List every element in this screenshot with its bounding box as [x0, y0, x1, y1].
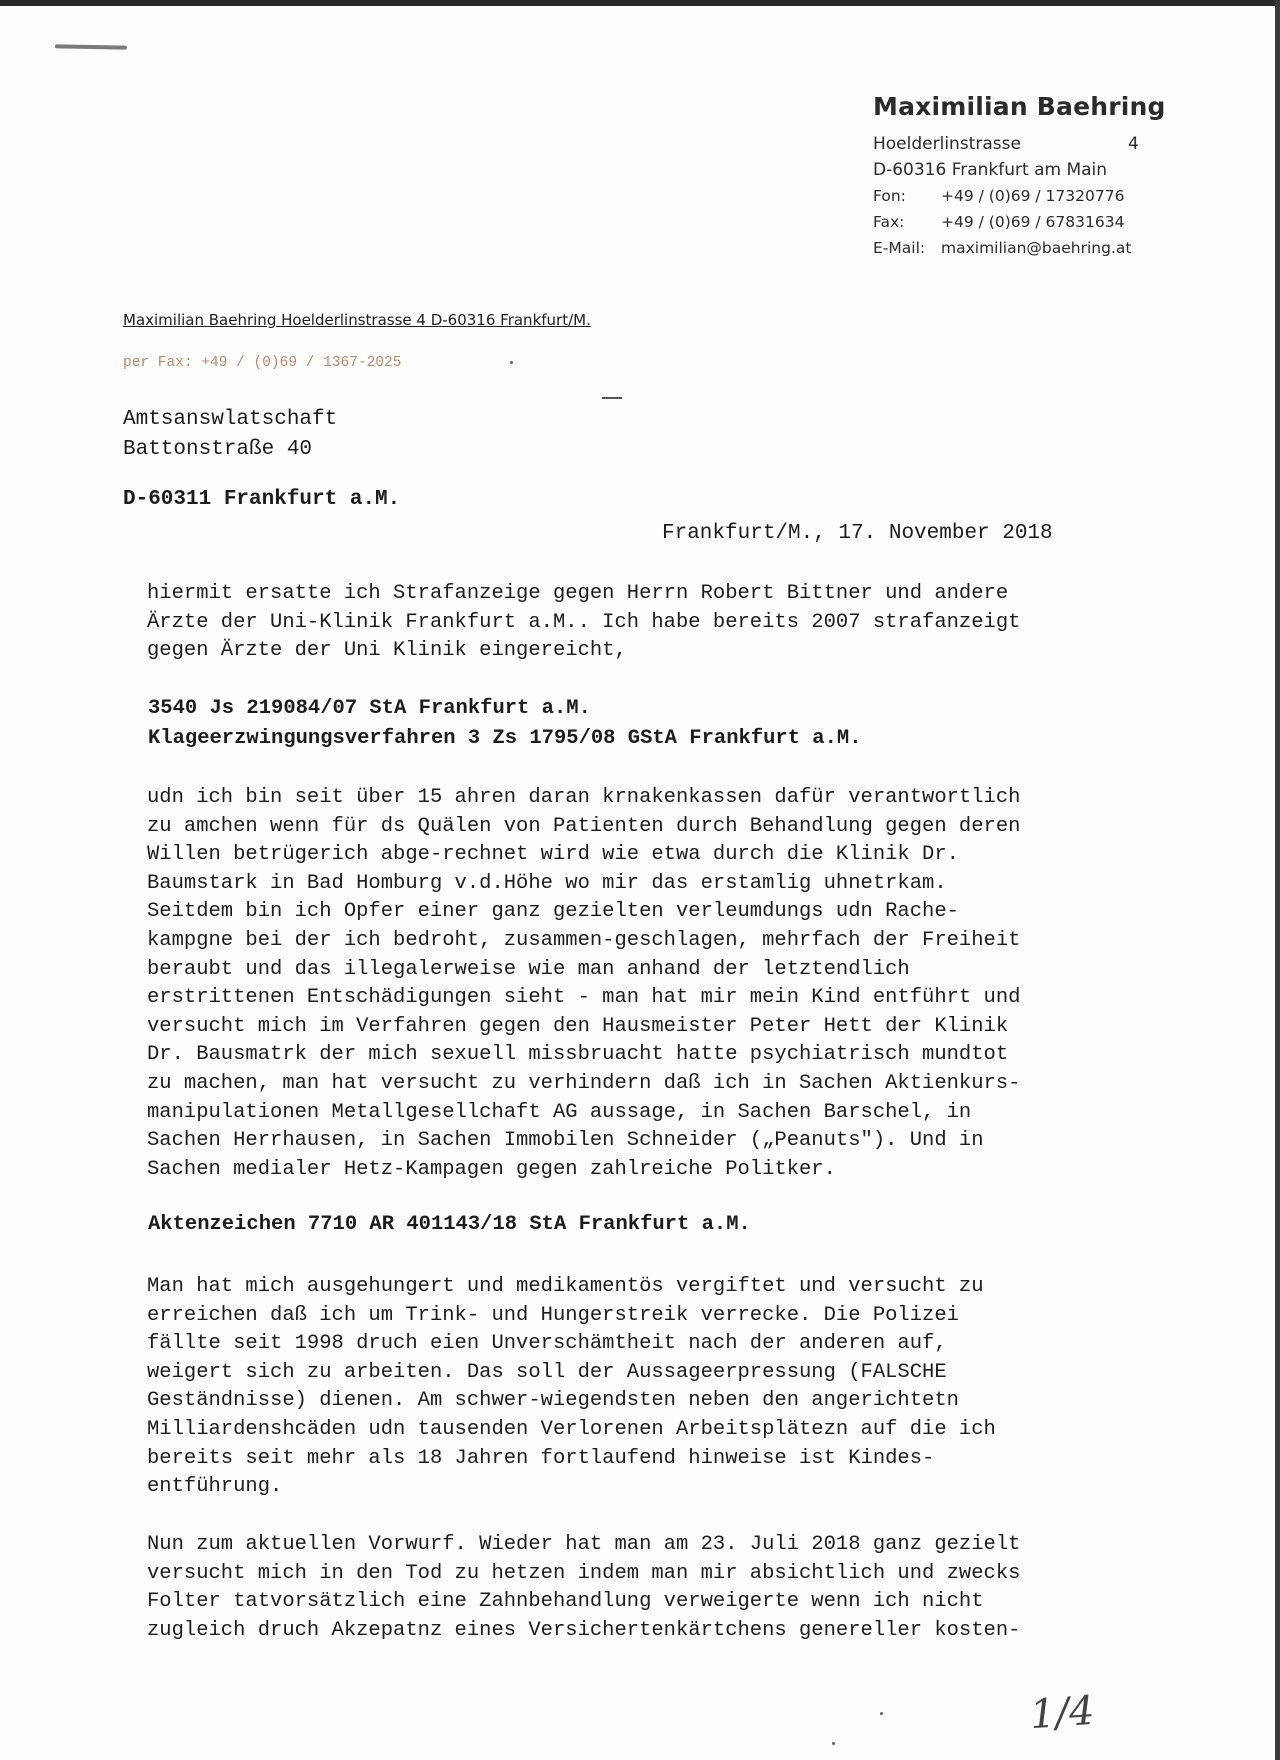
paragraph-4: Nun zum aktuellen Vorwurf. Wieder hat man am 23. Juli 2018 ganz gezielt versucht mich in den Tod zu hetzen indem man mir absichtlich und zwecks Folter tatvorsätzlich eine Zahnbehandlung verweigerte wenn ich nicht zugleich druch Akzepatnz eines Versichertenkärtchens genereller kosten- [147, 1533, 1021, 1642]
sender-street [873, 131, 1173, 157]
email-value: maximilian@baehring.at [941, 239, 1132, 257]
paragraph-2: udn ich bin seit über 15 ahren daran krnakenkassen dafür verantwortlich zu amchen wenn für ds Quälen von Patienten durch Behandlung gegen deren Willen betrügerich abge-rechnet wird wie etwa durch die Klinik Dr. Baumstark in Bad Homburg v.d.Höhe wo mir das erstamlig uhnetrkam. Seitdem bin ich Opfer einer ganz gezielten verleumdungs udn Rache- kampgne bei der ich bedroht, zusammen-geschlagen, mehrfach der Freiheit beraubt und das illegalerweise wie man anhand der letztendlich erstrittenen Entschädigungen sieht - man hat mir mein Kind entführt und versucht mich im Verfahren gegen den Hausmeister Peter Hett der Klinik Dr. Bausmatrk der mich sexuell missbruacht hatte psychiatrisch mundtot zu machen, man hat versucht zu verhindern daß ich in Sachen Aktienkurs- manipulationen Metallgesellchaft AG aussage, in Sachen Barschel, in Sachen Herrhausen, in Sachen Immobilen Schneider („Peanuts"). Und in Sachen medialer Hetz-Kampagen gegen zahlreiche Politker. [147, 786, 1021, 1181]
sender-city: D-60316 Frankfurt am Main [873, 160, 1108, 180]
recipient-address [123, 405, 337, 465]
sender-email [873, 235, 1173, 261]
sender-fax [873, 209, 1173, 235]
fax-label: Fax: [873, 213, 905, 231]
sender-street-name: Hoelderlinstrasse [873, 134, 1021, 154]
sender-phone [873, 183, 1173, 209]
phone-label: Fon: [873, 187, 906, 205]
paragraph-3: Man hat mich ausgehungert und medikamentös vergiftet und versucht zu erreichen daß ich um Trink- und Hungerstreik verrecke. Die Polizei fällte seit 1998 druch eien Unverschämtheit nach der anderen auf, weigert sich zu arbeiten. Das soll der Aussageerpressung (FALSCHE Geständnisse) dienen. Am schwer-wiegendsten neben den angerichtetn Milliardenshcäden udn tausenden Verlorenen Arbeitsplätezn auf die ich bereits seit mehr als 18 Jahren fortlaufend hinweise ist Kindes- entführung. [147, 1275, 996, 1499]
staple-mark [55, 44, 127, 49]
paragraph-1: hiermit ersatte ich Strafanzeige gegen Herrn Robert Bittner und andere Ärzte der Uni-Klinik Frankfurt a.M.. Ich habe bereits 2007 strafanzeigt gegen Ärzte der Uni Klinik eingereicht, [147, 582, 1021, 663]
fax-transmission-line: per Fax: +49 / (0)69 / 1367-2025 [123, 355, 402, 371]
letterhead [873, 92, 1173, 261]
case-reference-1: 3540 Js 219084/07 StA Frankfurt a.M. Klageerzwingungsverfahren 3 Zs 1795/08 GStA Frankfurt a.M. [148, 697, 862, 750]
scan-speck [880, 1712, 883, 1715]
sender-street-number: 4 [1128, 134, 1139, 154]
stray-mark [602, 397, 622, 399]
case-reference-2: Aktenzeichen 7710 AR 401143/18 StA Frankfurt a.M. [148, 1213, 751, 1236]
return-address: Maximilian Baehring Hoelderlinstrasse 4 D-60316 Frankfurt/M. [123, 311, 591, 329]
scan-edge-right [1275, 0, 1280, 1760]
scan-speck [832, 1742, 835, 1745]
sender-name: Maximilian Baehring [873, 92, 1166, 121]
recipient-line-1: Amtsanswlatschaft [123, 408, 338, 431]
handwritten-page-number: 1/4 [1028, 1687, 1096, 1739]
scan-speck [510, 361, 513, 364]
scan-edge-top [0, 0, 1280, 6]
fax-value: +49 / (0)69 / 67831634 [941, 213, 1125, 231]
recipient-line-2: Battonstraße 40 [123, 438, 313, 461]
phone-value: +49 / (0)69 / 17320776 [941, 187, 1125, 205]
letter-date: Frankfurt/M., 17. November 2018 [662, 522, 1053, 545]
email-label: E-Mail: [873, 239, 926, 257]
recipient-city: D-60311 Frankfurt a.M. [123, 488, 401, 511]
